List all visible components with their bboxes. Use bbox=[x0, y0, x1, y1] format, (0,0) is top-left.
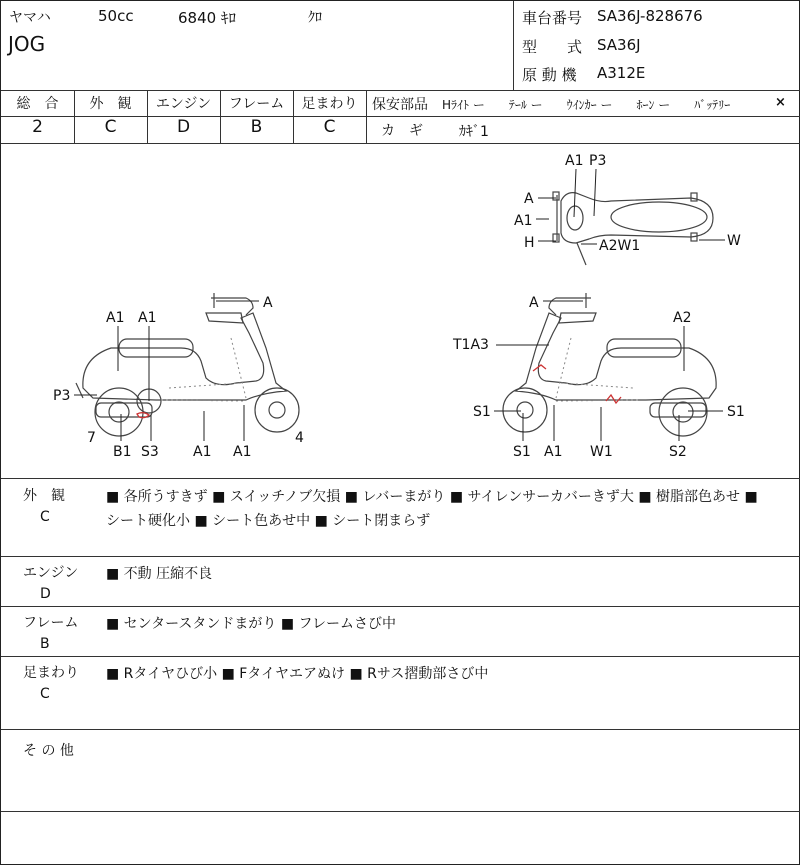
label-s1: S1 bbox=[473, 404, 491, 420]
exterior-grade-value: C bbox=[104, 117, 117, 137]
type-value: SA36J bbox=[597, 36, 641, 54]
remark-exterior-line: ■ 各所うすきず ■ スイッチノブ欠損 ■ レバーまがり ■ サイレンサーカバーきず大 ■ 樹脂部色あせ ■ bbox=[106, 489, 758, 505]
label-p3: P3 bbox=[589, 153, 607, 169]
header-divider bbox=[513, 1, 514, 90]
label-w1: W1 bbox=[590, 444, 613, 460]
label-a1: A1 bbox=[544, 444, 563, 460]
label-t1a3: T1A3 bbox=[453, 337, 489, 353]
label-a2w1: A2W1 bbox=[599, 238, 641, 254]
suspension-grade-value: C bbox=[323, 117, 336, 137]
label-a1: A1 bbox=[565, 153, 584, 169]
engine-label: 原 動 機 bbox=[522, 66, 577, 84]
header-bottom-rule bbox=[1, 90, 800, 91]
remark-frame-grade: B bbox=[40, 636, 50, 652]
label-p3: P3 bbox=[53, 388, 71, 404]
overall-grade-value: 2 bbox=[32, 117, 43, 137]
top-view-scooter bbox=[553, 192, 713, 265]
exterior-grade-label: 外 観 bbox=[89, 96, 132, 112]
frame-no-value: SA36J-828676 bbox=[597, 7, 703, 25]
label-a: A bbox=[529, 295, 539, 311]
color: ｸﾛ bbox=[308, 10, 322, 26]
remark-suspension-grade: C bbox=[40, 686, 50, 702]
right-side-labels bbox=[452, 295, 745, 460]
remark-engine-grade: D bbox=[40, 586, 51, 602]
engine-grade-value: D bbox=[176, 117, 191, 137]
label-a1: A1 bbox=[106, 310, 125, 326]
safety-parts-label: 保安部品 bbox=[372, 97, 428, 113]
label-4: 4 bbox=[295, 430, 304, 446]
remark-suspension-title: 足まわり bbox=[23, 665, 79, 681]
model-name: JOG bbox=[8, 32, 46, 56]
remark-frame-line: ■ センタースタンドまがり ■ フレームさび中 bbox=[106, 616, 396, 632]
remark-other-title: そ の 他 bbox=[23, 743, 74, 759]
remark-divider bbox=[1, 656, 800, 657]
label-b1: B1 bbox=[113, 444, 132, 460]
label-w: W bbox=[727, 233, 741, 249]
label-a: A bbox=[524, 191, 534, 207]
engine-grade-label: エンジン bbox=[155, 96, 212, 112]
damage-diagram bbox=[1, 143, 800, 478]
remark-divider bbox=[1, 556, 800, 557]
label-s1: S1 bbox=[513, 444, 531, 460]
key-value: ｶｷﾞ1 bbox=[459, 124, 489, 140]
remark-exterior-line: シート硬化小 ■ シート色あせ中 ■ シート閉まらず bbox=[106, 513, 431, 529]
left-side-labels bbox=[53, 295, 304, 460]
frame-grade-value: B bbox=[250, 117, 263, 137]
remark-frame-title: フレーム bbox=[23, 615, 79, 631]
label-a1: A1 bbox=[193, 444, 212, 460]
label-a1: A1 bbox=[138, 310, 157, 326]
diagram-bottom-rule bbox=[1, 478, 800, 479]
remark-divider bbox=[1, 606, 800, 607]
maker: ヤマハ bbox=[9, 10, 51, 26]
label-s1: S1 bbox=[727, 404, 745, 420]
label-a: A bbox=[263, 295, 273, 311]
remark-exterior-grade: C bbox=[40, 509, 50, 525]
frame-grade-label: フレーム bbox=[228, 96, 285, 112]
label-a2: A2 bbox=[673, 310, 692, 326]
remark-engine-title: エンジン bbox=[23, 565, 79, 581]
frame-no-label: 車台番号 bbox=[522, 9, 583, 27]
battery-missing-mark: × bbox=[775, 95, 786, 110]
remark-engine-line: ■ 不動 圧縮不良 bbox=[106, 566, 213, 582]
suspension-grade-label: 足まわり bbox=[301, 96, 358, 112]
type-label: 型 式 bbox=[522, 38, 583, 56]
label-7: 7 bbox=[87, 430, 96, 446]
label-h: H bbox=[524, 235, 535, 251]
label-s2: S2 bbox=[669, 444, 687, 460]
label-s3: S3 bbox=[141, 444, 159, 460]
label-a1: A1 bbox=[233, 444, 252, 460]
engine-value: A312E bbox=[597, 64, 646, 82]
remark-suspension-line: ■ Rタイヤひび小 ■ Fタイヤエアぬけ ■ Rサス摺動部さび中 bbox=[106, 666, 489, 682]
mileage: 6840 ｷﾛ bbox=[178, 9, 236, 27]
remark-divider bbox=[1, 729, 800, 730]
remark-exterior-title: 外 観 bbox=[23, 488, 65, 504]
remark-divider bbox=[1, 811, 800, 812]
displacement: 50cc bbox=[98, 7, 134, 25]
label-a1: A1 bbox=[514, 213, 533, 229]
safety-parts-items: Hﾗｲﾄ ー ﾃｰﾙ ー ｳｲﾝｶｰ ー ﾎｰﾝ ー ﾊﾞｯﾃﾘｰ bbox=[442, 98, 731, 112]
key-label: カ ギ bbox=[381, 123, 423, 139]
overall-grade-label: 総 合 bbox=[16, 96, 59, 112]
